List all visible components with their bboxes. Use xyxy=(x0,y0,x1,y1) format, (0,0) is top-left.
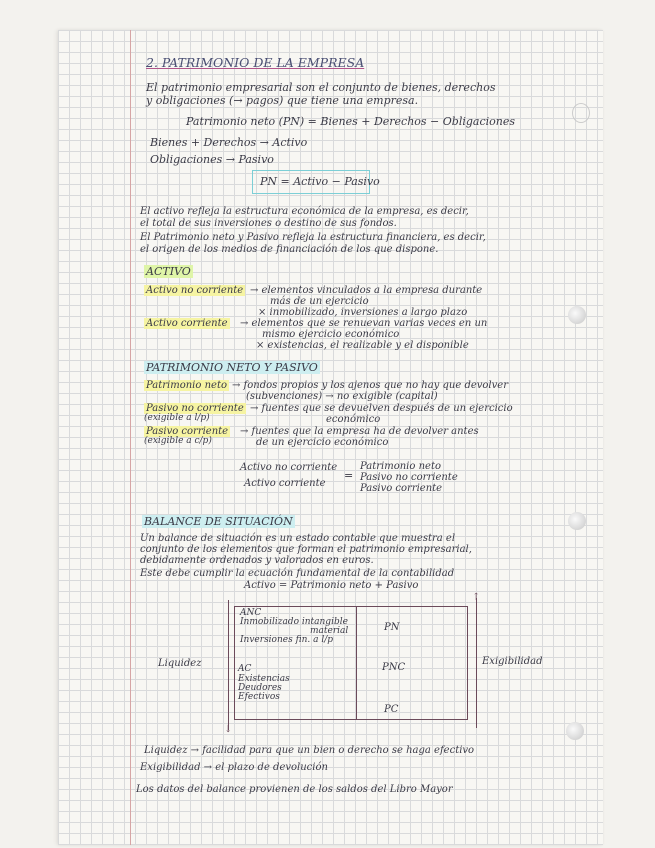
term-text: → fuentes que la empresa ha de devolver antes xyxy=(240,426,479,437)
term-text: mismo ejercicio económico xyxy=(262,329,400,340)
balance-ac-item: Deudores xyxy=(238,683,282,693)
punch-hole xyxy=(568,512,586,530)
term-sub: (exigible a c/p) xyxy=(144,436,212,446)
term-sub: (exigible a l/p) xyxy=(144,413,210,423)
axis-label-right: Exigibilidad xyxy=(482,656,543,667)
punch-hole xyxy=(572,103,590,123)
section-heading: ACTIVO xyxy=(146,265,191,278)
arrow-up-icon: ↑ xyxy=(472,592,481,603)
punch-hole xyxy=(568,306,586,324)
term-text: × inmobilizado, inversiones a largo plazo xyxy=(258,307,468,318)
balance-ac-item: Existencias xyxy=(238,674,290,684)
term-text: (subvenciones) → no exigible (capital) xyxy=(246,391,438,402)
term-label: Activo corriente xyxy=(146,318,228,329)
intro-line: y obligaciones (→ pagos) que tiene una empresa. xyxy=(146,94,419,107)
term-label: Pasivo corriente xyxy=(146,426,229,437)
punch-hole xyxy=(566,722,584,740)
paragraph-line: El Patrimonio neto y Pasivo refleja la estructura financiera, es decir, xyxy=(140,232,486,243)
term-text: económico xyxy=(326,414,381,425)
balance-ac-item: Efectivos xyxy=(238,692,280,702)
term-label: Activo no corriente xyxy=(146,285,244,296)
equiv-right: Pasivo no corriente xyxy=(360,472,458,483)
section-heading: PATRIMONIO NETO Y PASIVO xyxy=(146,361,318,374)
intro-line: El patrimonio empresarial son el conjunto de bienes, derechos xyxy=(146,81,496,94)
balance-pn: PN xyxy=(384,622,400,633)
term-text: de un ejercicio económico xyxy=(256,437,389,448)
page-title: 2. PATRIMONIO DE LA EMPRESA xyxy=(146,55,365,70)
equiv-right: Patrimonio neto xyxy=(360,461,441,472)
paragraph-line: el origen de los medios de financiación de los que dispone. xyxy=(140,244,439,255)
term-text: → elementos que se renuevan varias veces en un xyxy=(240,318,488,329)
footer-note: Los datos del balance provienen de los saldos del Libro Mayor xyxy=(136,784,453,795)
term-text: → fuentes que se devuelven después de un ejercicio xyxy=(250,403,513,414)
balance-text: Un balance de situación es un estado contable que muestra el xyxy=(140,533,456,544)
balance-pc: PC xyxy=(384,704,399,715)
term-text: más de un ejercicio xyxy=(270,296,369,307)
axis-label-left: Liquidez xyxy=(158,658,202,669)
balance-text: conjunto de los elementos que forman el patrimonio empresarial, xyxy=(140,544,472,555)
term-text: → fondos propios y los ajenos que no hay que devolver xyxy=(232,380,508,391)
pasivo-definition: Obligaciones → Pasivo xyxy=(150,153,274,166)
margin-line xyxy=(130,30,131,845)
definition-line: Liquidez → facilidad para que un bien o derecho se haga efectivo xyxy=(144,745,475,756)
term-text: × existencias, el realizable y el disponible xyxy=(256,340,469,351)
equiv-left: Activo corriente xyxy=(244,478,326,489)
section-heading: BALANCE DE SITUACIÓN xyxy=(144,515,293,528)
equiv-sign: = xyxy=(344,469,354,482)
balance-divider xyxy=(356,606,357,720)
boxed-formula: PN = Activo − Pasivo xyxy=(260,175,380,188)
exigibility-arrow xyxy=(476,598,477,728)
fundamental-equation: Activo = Patrimonio neto + Pasivo xyxy=(244,580,419,591)
term-label: Patrimonio neto xyxy=(146,380,227,391)
liquidity-arrow xyxy=(228,600,229,730)
activo-definition: Bienes + Derechos → Activo xyxy=(150,136,308,149)
arrow-down-icon: ↓ xyxy=(224,724,233,735)
balance-anc: ANC xyxy=(240,608,262,618)
paragraph-line: El activo refleja la estructura económica de la empresa, es decir, xyxy=(140,206,469,217)
balance-text: Este debe cumplir la ecuación fundamental de la contabilidad xyxy=(140,568,455,579)
term-label: Pasivo no corriente xyxy=(146,403,244,414)
pn-definition: Patrimonio neto (PN) = Bienes + Derechos − Obligaciones xyxy=(186,115,516,128)
term-text: → elementos vinculados a la empresa durante xyxy=(250,285,483,296)
balance-pnc: PNC xyxy=(382,662,406,673)
definition-line: Exigibilidad → el plazo de devolución xyxy=(140,762,328,773)
equiv-left: Activo no corriente xyxy=(240,462,338,473)
balance-text: debidamente ordenados y valorados en euros. xyxy=(140,555,374,566)
balance-anc-item: Inversiones fin. a l/p xyxy=(240,635,334,645)
balance-anc-item: material xyxy=(310,626,349,636)
equiv-right: Pasivo corriente xyxy=(360,483,443,494)
paragraph-line: el total de sus inversiones o destino de sus fondos. xyxy=(140,218,397,229)
balance-ac: AC xyxy=(238,664,252,674)
balance-anc-item: Inmobilizado intangible xyxy=(240,617,348,627)
